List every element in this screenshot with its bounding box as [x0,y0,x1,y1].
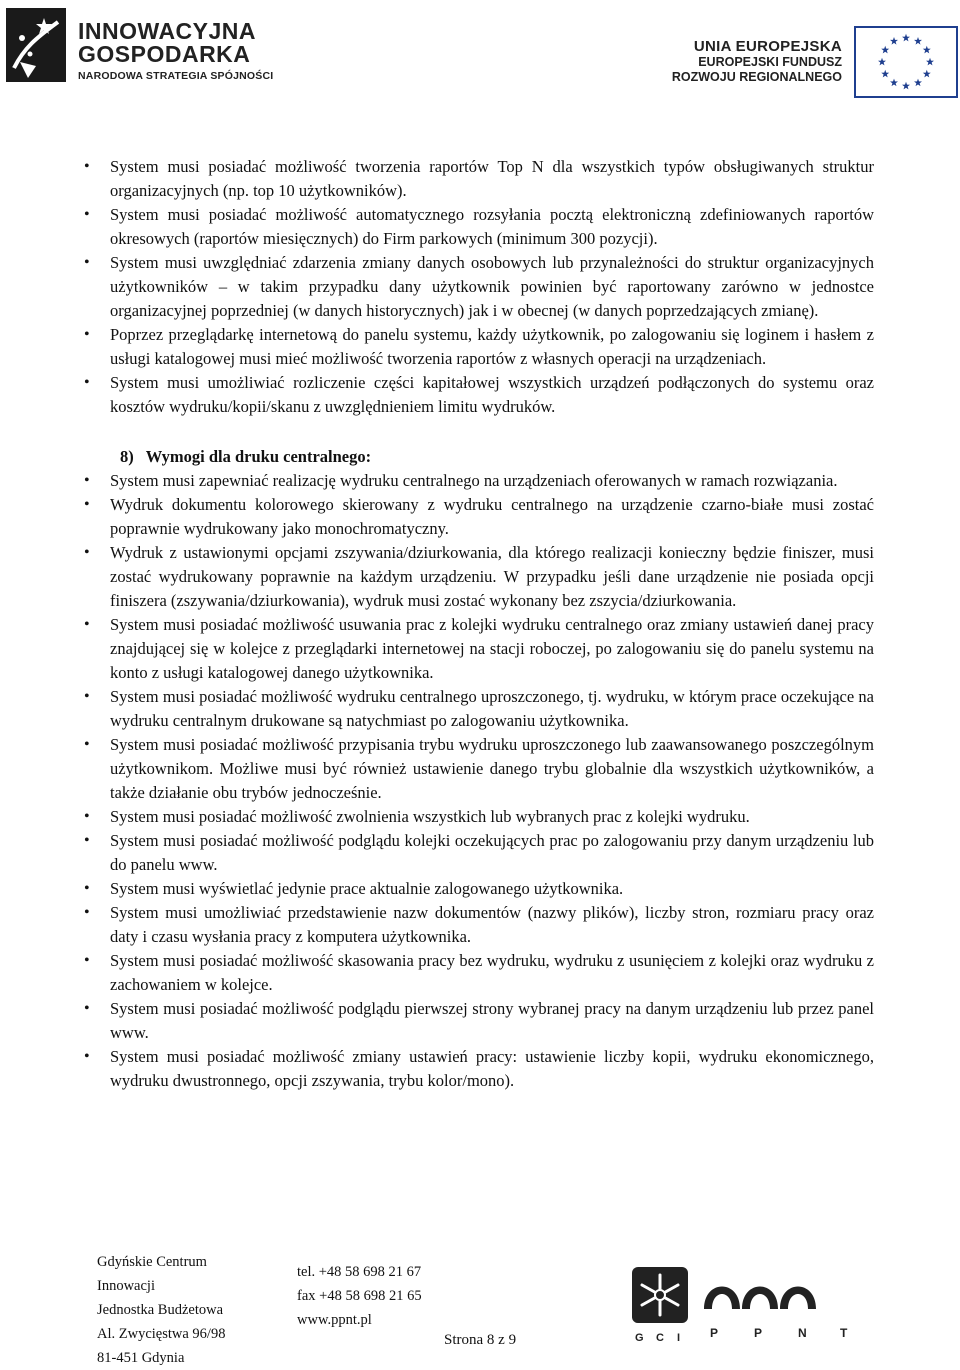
list-item: • System musi umożliwiać rozliczenie części kapitałowej wszystkich urządzeń podłączonych do systemu oraz kosztów wydruku/kopii/skanu z uwzględnieniem limitu wydruków. [110,371,874,419]
footer-contact [297,1260,422,1332]
list-item: • System musi posiadać możliwość przypisania trybu wydruku uproszczonego lub zaawansowanego poszczególnym użytkownikom. Możliwe musi być również ustawienie danego trybu globalnie dla wszystkich użytkowników, a także działanie obu trybów jednocześnie. [110,733,874,805]
list-item: • System musi zapewniać realizację wydruku centralnego na urządzeniach oferowanych w ramach rozwiązania. [110,469,874,493]
eu-line2: EUROPEJSKI FUNDUSZ [698,55,842,69]
list-item: • Poprzez przeglądarkę internetową do panelu systemu, każdy użytkownik, po zalogowaniu się loginem i hasłem z usługi katalogowej musi mieć możliwość tworzenia raportów z własnych operacji na urządzeniach. [110,323,874,371]
list-item: • System musi uwzględniać zdarzenia zmiany danych osobowych lub przynależności do struktur organizacyjnych użytkowników – w takim przypadku dany użytkownik powinien być raportowany zarówno w jednostce organizacyjnej poprzedniej (w danych historycznych) jak i w obecnej (w danych poprzedzających zmianę). [110,251,874,323]
website-text: www.ppnt.pl [297,1312,372,1328]
list-item: • Wydruk z ustawionymi opcjami zszywania/dziurkowania, dla którego realizacji konieczny będzie finiszer, musi zostać wydrukowany poprawnie na każdym urządzeniu. W przypadku jeśli dane urządzenie nie posiada opcji finiszera (zszywania/dziurkowania), wydruk musi zostać wykonany bez zszycia/dziurkowania. [110,541,874,613]
section-heading [120,445,874,469]
section-title: Wymogi dla druku centralnego: [145,447,372,466]
logo-letter-t: T [840,1326,848,1340]
fax-text: fax +48 58 698 21 65 [297,1288,422,1304]
requirements-list-central-print [110,469,874,1093]
list-item: • System musi posiadać możliwość usuwania prac z kolejki wydruku centralnego oraz zmiany ustawień danej pracy znajdującej się w kolejce z przeglądarki internetowej na stacji roboczej, po zalogowaniu się do panelu systemu na konto z usługi katalogowej danego użytkownika. [110,613,874,685]
list-item: • System musi posiadać możliwość zwolnienia wszystkich lub wybranych prac z kolejki wydruku. [110,805,874,829]
ig-line2: GOSPODARKA [78,41,251,67]
page-header [0,0,960,110]
list-item: • System musi umożliwiać przedstawienie nazw dokumentów (nazwy plików), liczby stron, rozmiaru pracy oraz daty i czasu wysłania pracy z komputera użytkownika. [110,901,874,949]
logo-letter-n: N [798,1326,807,1340]
address-line: 81-451 Gdynia [97,1350,185,1366]
list-item: • System musi posiadać możliwość podglądu pierwszej strony wybranej pracy na danym urządzeniu lub przez panel www. [110,997,874,1045]
list-item: • System musi posiadać możliwość skasowania pracy bez wydruku, wydruku z usunięciem z kolejki oraz wydruku z zachowaniem w kolejce. [110,949,874,997]
ig-line1: INNOWACYJNA [78,18,257,44]
logo-letter-c: C [656,1332,664,1344]
list-item: • System musi posiadać możliwość automatycznego rozsyłania pocztą elektroniczną zdefiniowanych raportów okresowych (raportów miesięcznych) do Firm parkowych (minimum 300 pozycji). [110,203,874,251]
list-item: • System musi posiadać możliwość podglądu kolejki oczekujących prac po zalogowaniu przy danym urządzeniu lub do panelu www. [110,829,874,877]
logo-letter-p1: P [710,1326,719,1340]
section-number: 8) [120,447,134,466]
logo-letter-p2: P [754,1326,763,1340]
footer-address [97,1250,225,1370]
address-line: Gdyńskie Centrum [97,1254,207,1270]
gci-ppnt-logo-icon [630,1265,860,1345]
address-line: Al. Zwycięstwa 96/98 [97,1326,226,1342]
document-body [110,155,874,1093]
address-line: Innowacji [97,1278,155,1294]
phone-text: tel. +48 58 698 21 67 [297,1264,422,1280]
list-item: • System musi posiadać możliwość tworzenia raportów Top N dla wszystkich typów obsługiwanych struktur organizacyjnych (np. top 10 użytkowników). [110,155,874,203]
innowacyjna-gospodarka-text [78,20,273,83]
address-line: Jednostka Budżetowa [97,1302,224,1318]
page-footer [0,1240,960,1366]
logo-letter-g: G [635,1332,644,1344]
innowacyjna-gospodarka-logo-icon [6,8,66,82]
eu-text [672,38,842,85]
list-item: • Wydruk dokumentu kolorowego skierowany z wydruku centralnego na urządzenie czarno-białe musi zostać poprawnie wydrukowany jako monochromatyczny. [110,493,874,541]
logo-letter-i: I [677,1332,681,1344]
list-item: • System musi posiadać możliwość zmiany ustawień pracy: ustawienie liczby kopii, wydruku ekonomicznego, wydruku dwustronnego, opcji zszywania, trybu kolor/mono). [110,1045,874,1093]
list-item: • System musi posiadać możliwość wydruku centralnego uproszczonego, tj. wydruku, w którym prace oczekujące na wydruku centralnym drukowane są natychmiast po zalogowaniu użytkownika. [110,685,874,733]
requirements-list-top [110,155,874,419]
eu-flag-icon [854,26,958,98]
ig-line3: NARODOWA STRATEGIA SPÓJNOŚCI [78,70,274,82]
page-number: Strona 8 z 9 [444,1332,517,1348]
eu-line1: UNIA EUROPEJSKA [693,38,842,55]
eu-line3: ROZWOJU REGIONALNEGO [671,70,842,84]
list-item: • System musi wyświetlać jedynie prace aktualnie zalogowanego użytkownika. [110,877,874,901]
